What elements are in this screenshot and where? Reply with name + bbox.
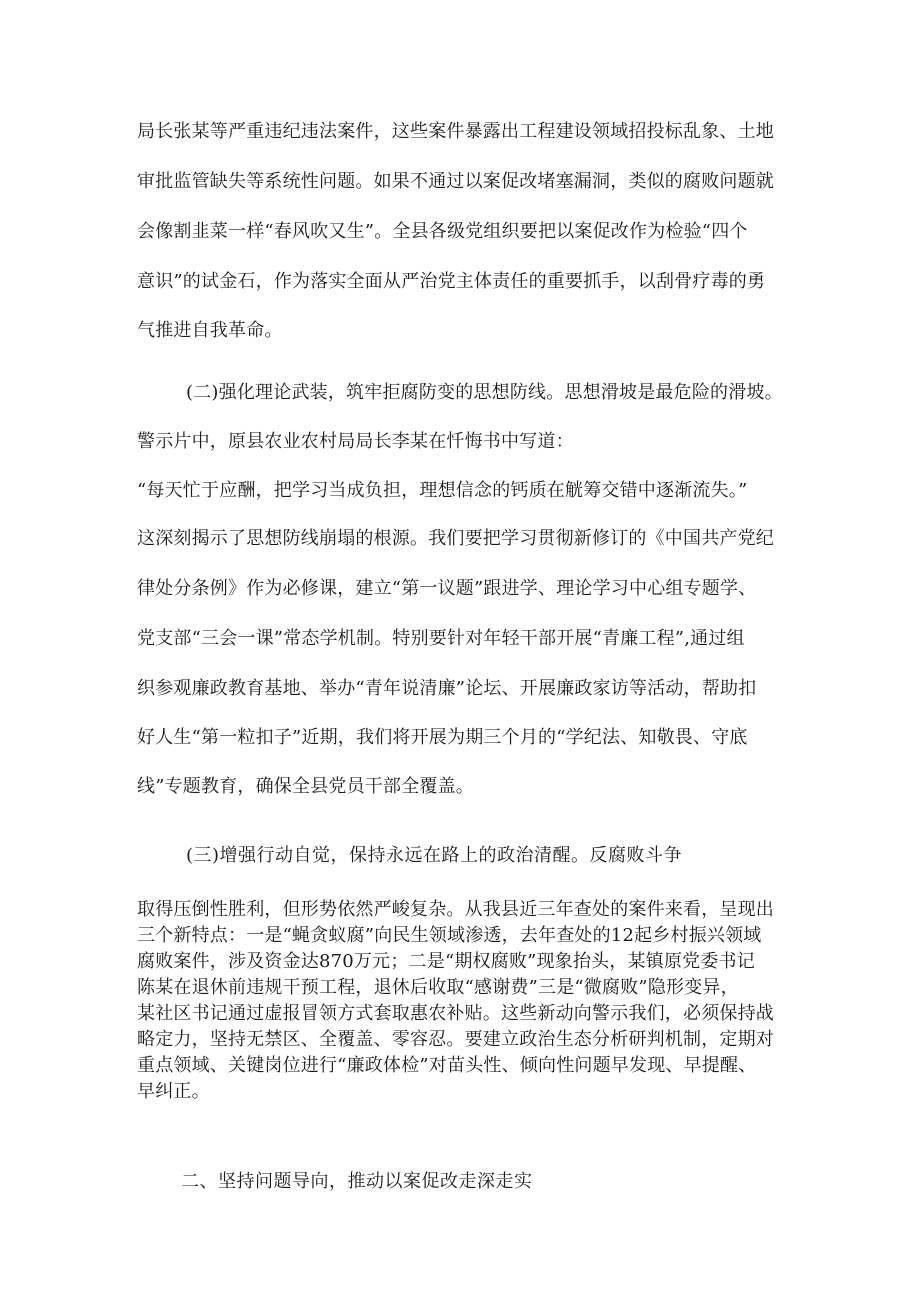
paragraph-3-line-3: 腐败案件，涉及资金达870万元；二是“期权腐败”现象抬头，某镇原党委书记 [137, 951, 755, 972]
paragraph-3-line-1: 取得压倒性胜利，但形势依然严峻复杂。从我县近三年查处的案件来看，呈现出 [137, 899, 774, 920]
paragraph-2-line-1: (二)强化理论武装，筑牢拒腐防变的思想防线。思想滑坡是最危险的滑坡。 [186, 382, 783, 403]
paragraph-3-line-2: 三个新特点：一是“蝇贪蚁腐”向民生领域渗透，去年查处的12起乡村振兴领域 [137, 925, 762, 946]
paragraph-2-line-9: 线”专题教育，确保全县党员干部全覆盖。 [137, 776, 475, 797]
paragraph-1-line-3: 会像割韭菜一样“春风吹又生”。全县各级党组织要把以案促改作为检验“四个 [137, 221, 748, 242]
paragraph-2-line-6: 党支部“三会一课”常态学机制。特别要针对年轻干部开展“青廉工程”,通过组 [137, 628, 745, 649]
paragraph-1-line-2: 审批监管缺失等系统性问题。如果不通过以案促改堵塞漏洞，类似的腐败问题就 [137, 171, 774, 192]
paragraph-2-line-4: 这深刻揭示了思想防线崩塌的根源。我们要把学习贯彻新修订的《中国共产党纪 [137, 528, 774, 549]
paragraph-3-line-5: 某社区书记通过虚报冒领方式套取惠农补贴。这些新动向警示我们，必须保持战 [137, 1003, 774, 1024]
paragraph-3-line-7: 重点领域、关键岗位进行“廉政体检”对苗头性、倾向性问题早发现、早提醒、 [137, 1055, 757, 1076]
paragraph-2-line-5: 律处分条例》作为必修课，建立“第一议题”跟进学、理论学习中心组专题学、 [137, 578, 757, 599]
paragraph-3-line-4: 陈某在退休前违规干预工程，退休后收取“感谢费”三是“微腐败”隐形变异， [137, 977, 739, 998]
paragraph-3-line-6: 略定力，坚持无禁区、全覆盖、零容忍。要建立政治生态分析研判机制，定期对 [137, 1029, 774, 1050]
paragraph-3-heading: (三)增强行动自觉，保持永远在路上的政治清醒。反腐败斗争 [186, 845, 683, 866]
paragraph-2-line-3: “每天忙于应酬，把学习当成负担，理想信念的钙质在觥筹交错中逐渐流失。” [137, 480, 748, 501]
paragraph-1-line-1: 局长张某等严重违纪违法案件，这些案件暴露出工程建设领域招投标乱象、土地 [137, 121, 774, 142]
paragraph-1-line-5: 气推进自我革命。 [137, 320, 283, 341]
section-2-heading: 二、坚持问题导向，推动以案促改走深走实 [181, 1171, 533, 1192]
paragraph-2-line-2: 警示片中，原县农业农村局局长李某在忏悔书中写道： [137, 431, 574, 452]
paragraph-2-line-7: 织参观廉政教育基地、举办“青年说清廉”论坛、开展廉政家访等活动，帮助扣 [137, 678, 757, 699]
paragraph-3-line-8: 早纠正。 [137, 1081, 210, 1102]
paragraph-1-line-4: 意识”的试金石，作为落实全面从严治党主体责任的重要抓手，以刮骨疗毒的勇 [137, 271, 766, 292]
paragraph-2-line-8: 好人生“第一粒扣子”近期，我们将开展为期三个月的“学纪法、知敬畏、守底 [137, 727, 748, 748]
